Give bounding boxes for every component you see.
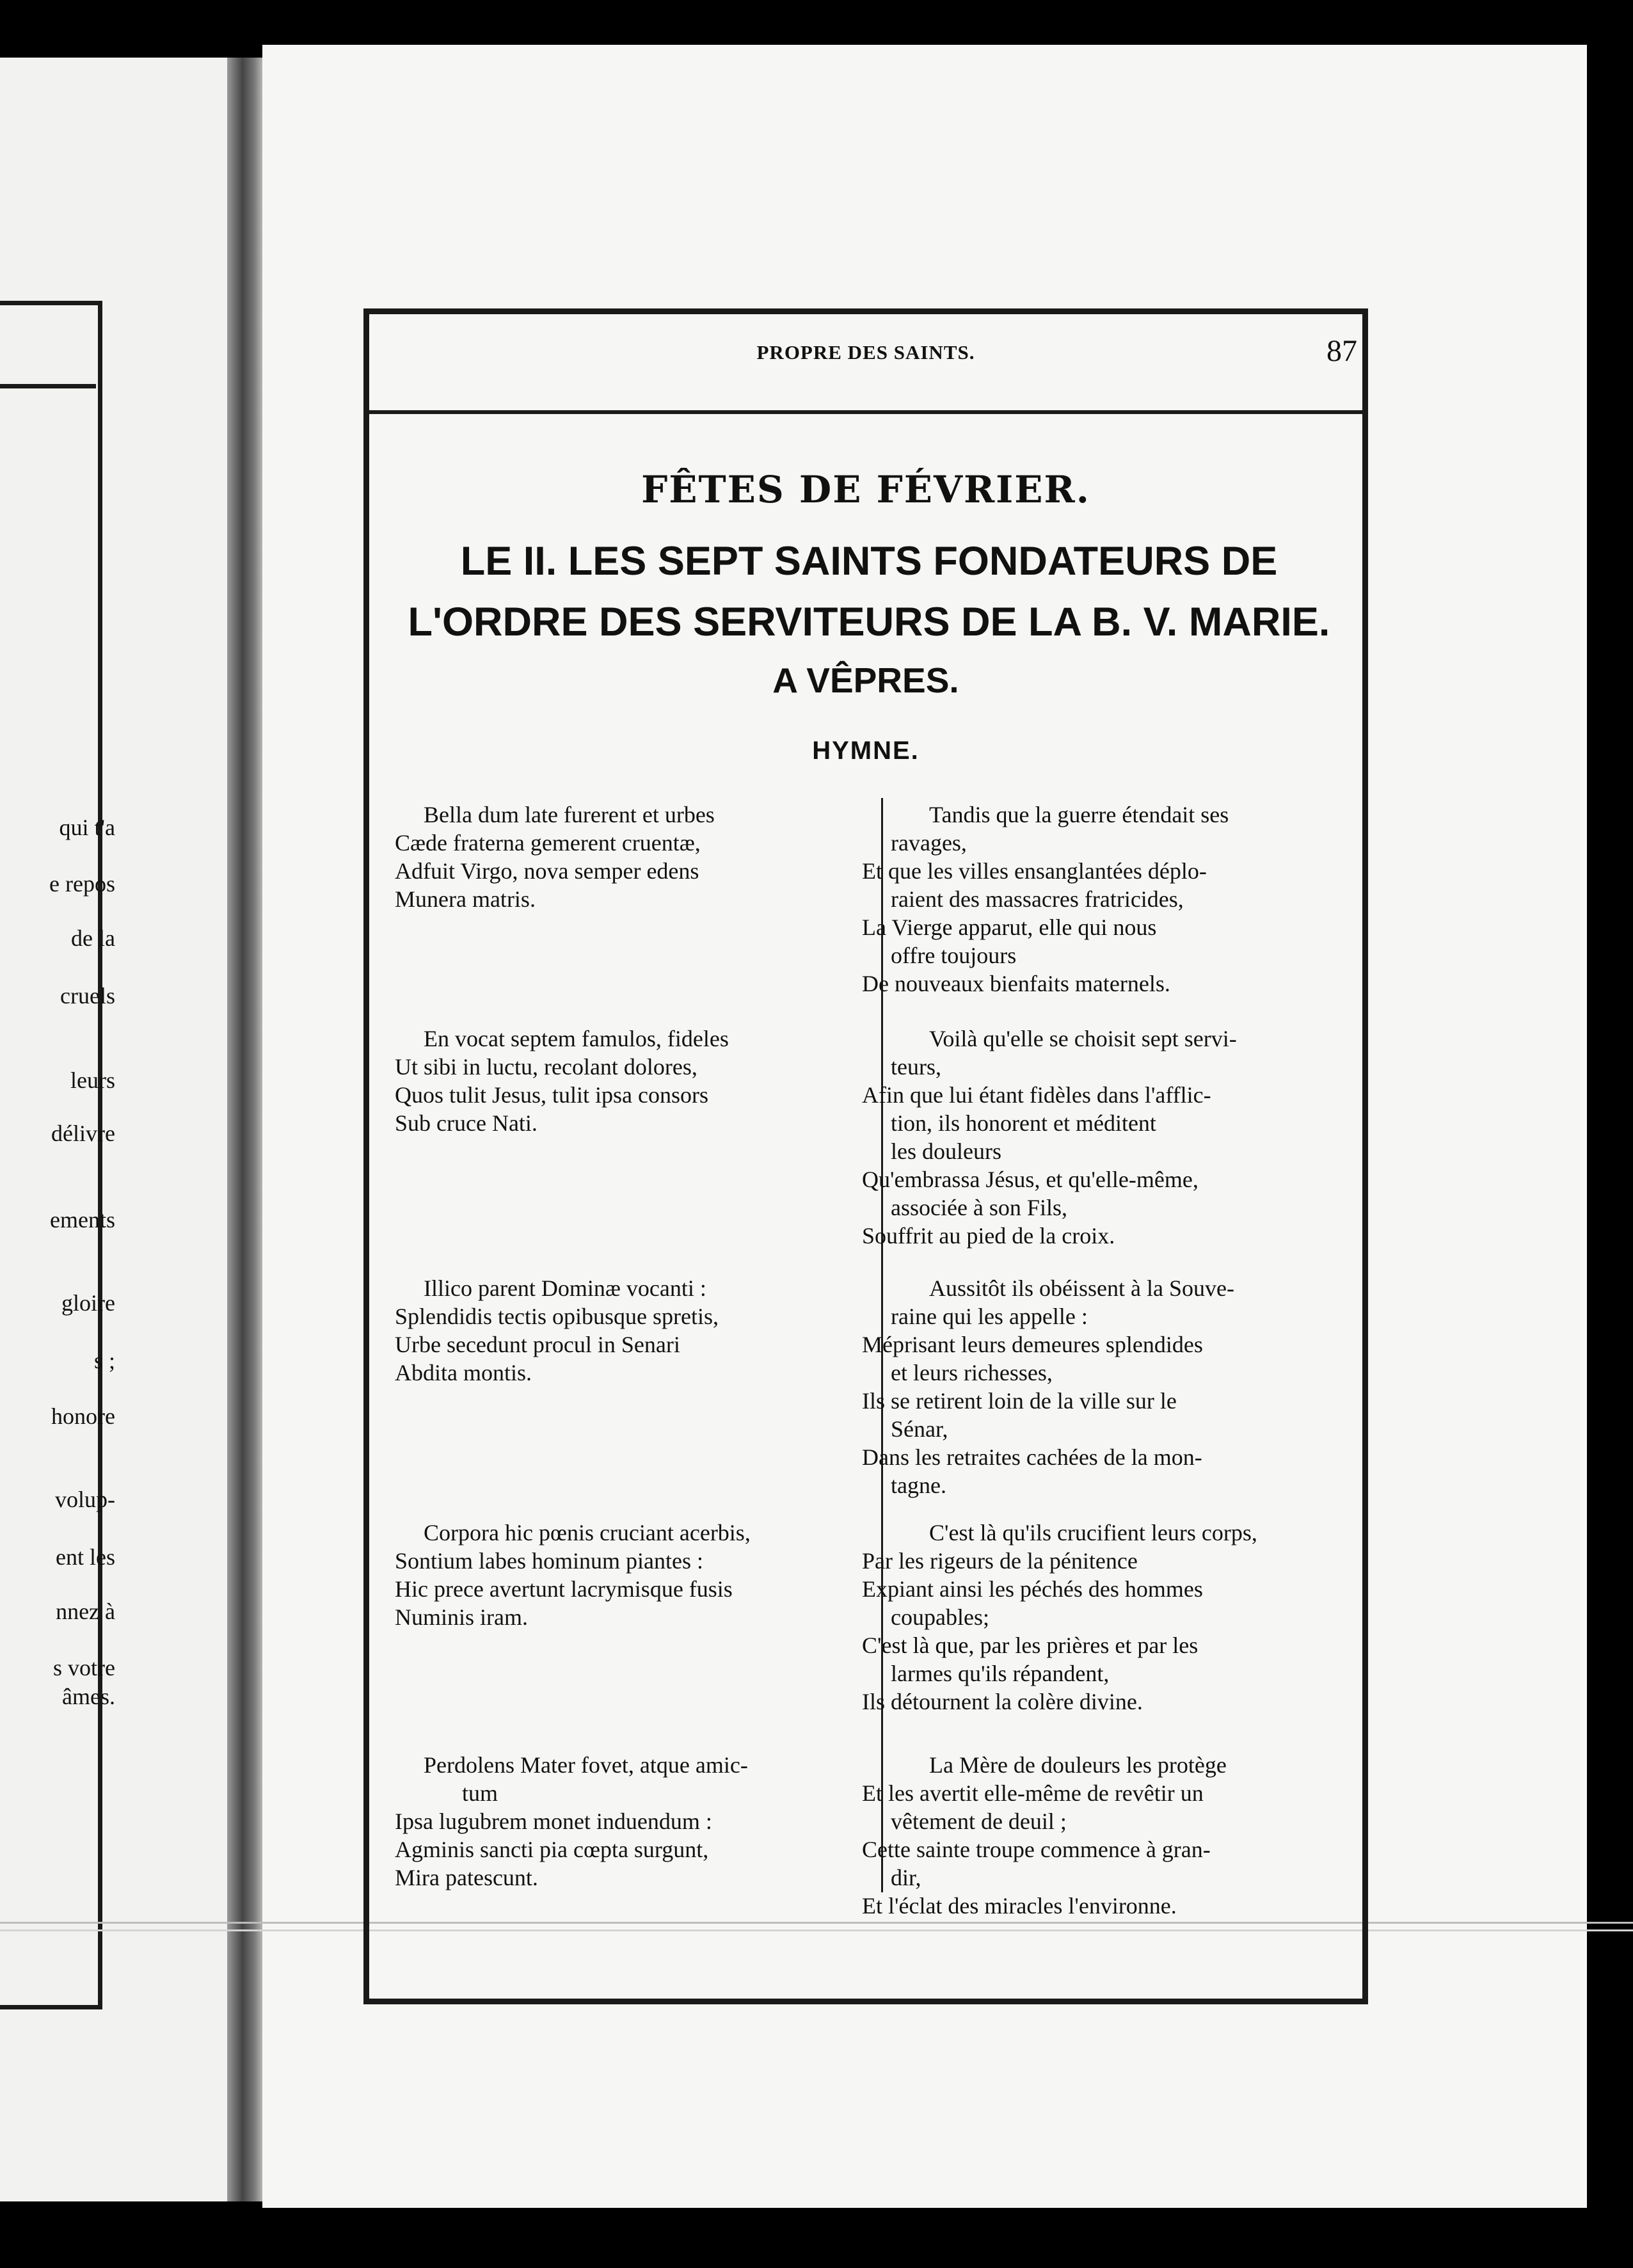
verse-line: raient des massacres fratricides, [891,886,1184,912]
left-fragment: s votre [53,1655,115,1681]
verse-line: Adfuit Virgo, nova semper edens [395,858,699,884]
verse-line: Expiant ainsi les péchés des hommes [862,1576,1203,1602]
verse-line: Hic prece avertunt lacrymisque fusis [395,1576,733,1602]
verse-line: Voilà qu'elle se choisit sept servi- [929,1026,1237,1051]
verse-line: Et l'éclat des miracles l'environne. [862,1893,1177,1919]
verse-line: Afin que lui étant fidèles dans l'afflic- [862,1082,1211,1108]
verse-line: Splendidis tectis opibusque spretis, [395,1304,719,1329]
verse-line: Abdita montis. [395,1360,532,1386]
feast-title-line-2: L'ORDRE DES SERVITEURS DE LA B. V. MARIE. [408,600,1330,644]
latin-stanza-4 [395,1519,868,1631]
verse-line: Dans les retraites cachées de la mon- [862,1444,1202,1470]
verse-line: Sontium labes hominum piantes : [395,1548,703,1574]
verse-line: Qu'embrassa Jésus, et qu'elle-même, [862,1167,1199,1192]
left-page-rule [0,384,96,388]
verse-line: Corpora hic pœnis cruciant acerbis, [424,1520,751,1545]
verse-line: et leurs richesses, [891,1360,1053,1386]
verse-line: La Mère de douleurs les protège [929,1752,1227,1778]
verse-line: Quos tulit Jesus, tulit ipsa consors [395,1082,709,1108]
verse-line: Mira patescunt. [395,1865,538,1890]
feast-title-line-1: LE II. LES SEPT SAINTS FONDATEURS DE [460,539,1278,584]
verse-line: dir, [891,1865,921,1890]
verse-line: C'est là qu'ils crucifient leurs corps, [929,1520,1257,1545]
french-stanza-2 [862,1025,1355,1250]
verse-line: Aussitôt ils obéissent à la Souve- [929,1275,1234,1301]
verse-line: Et que les villes ensanglantées déplo- [862,858,1207,884]
french-stanza-3 [862,1274,1355,1499]
left-fragment: cruels [60,983,115,1009]
verse-line: Ils détournent la colère divine. [862,1689,1143,1714]
verse-line: En vocat septem famulos, fideles [424,1026,729,1051]
verse-line: Cæde fraterna gemerent cruentæ, [395,830,701,856]
verse-line: Tandis que la guerre étendait ses [929,802,1229,827]
running-head: PROPRE DES SAINTS. [756,341,975,363]
verse-line: Bella dum late furerent et urbes [424,802,715,827]
verse-line: Agminis sancti pia cœpta surgunt, [395,1837,709,1862]
french-stanza-1 [862,801,1355,998]
verse-line: Ils se retirent loin de la ville sur le [862,1388,1177,1414]
book-gutter [227,58,266,2201]
verse-line: Et les avertit elle-même de revêtir un [862,1780,1204,1806]
left-fragment: volup- [55,1487,115,1512]
hymn-label: HYMNE. [812,737,920,765]
verse-line: Illico parent Dominæ vocanti : [424,1275,706,1301]
verse-line: Perdolens Mater fovet, atque amic- [424,1752,748,1778]
verse-line: tion, ils honorent et méditent [891,1110,1156,1136]
verse-line: vêtement de deuil ; [891,1809,1067,1834]
verse-line: De nouveaux bienfaits maternels. [862,971,1170,996]
left-fragment: ent les [56,1544,115,1570]
left-page-frame [0,301,102,2009]
verse-line: teurs, [891,1054,941,1080]
verse-line: les douleurs [891,1138,1001,1164]
verse-line: Urbe secedunt procul in Senari [395,1332,680,1357]
verse-line: tum [462,1780,498,1806]
french-stanza-4 [862,1519,1355,1716]
latin-stanza-2 [395,1025,868,1137]
left-fragment: qui t'a [59,815,115,840]
verse-line: ravages, [891,830,967,856]
left-fragment: s ; [93,1348,115,1373]
verse-line: Sénar, [891,1416,948,1442]
verse-line: C'est là que, par les prières et par les [862,1633,1199,1658]
verse-line: La Vierge apparut, elle qui nous [862,914,1157,940]
hour-title: A VÊPRES. [772,660,959,700]
left-fragment: leurs [70,1067,115,1093]
verse-line: Sub cruce Nati. [395,1110,538,1136]
verse-line: tagne. [891,1473,946,1498]
verse-line: Numinis iram. [395,1604,528,1630]
left-fragment: âmes. [62,1684,115,1709]
left-fragment: gloire [61,1290,115,1316]
left-fragment: de la [71,925,115,951]
verse-line: larmes qu'ils répandent, [891,1661,1110,1686]
latin-stanza-1 [395,801,868,913]
verse-line: coupables; [891,1604,989,1630]
verse-line: offre toujours [891,943,1017,968]
verse-line: Par les rigeurs de la pénitence [862,1548,1138,1574]
verse-line: Souffrit au pied de la croix. [862,1223,1115,1249]
left-fragment: ements [50,1207,115,1233]
verse-line: Ut sibi in luctu, recolant dolores, [395,1054,697,1080]
latin-stanza-3 [395,1274,868,1387]
verse-line: Cette sainte troupe commence à gran- [862,1837,1211,1862]
french-stanza-5 [862,1751,1355,1920]
verse-line: Méprisant leurs demeures splendides [862,1332,1203,1357]
header-rule [369,410,1362,414]
latin-stanza-5 [395,1751,868,1892]
left-fragment: délivre [51,1121,115,1146]
verse-line: raine qui les appelle : [891,1304,1088,1329]
verse-line: associée à son Fils, [891,1195,1067,1220]
page-frame [363,308,1368,2004]
left-fragment: honore [51,1403,115,1429]
verse-line: Munera matris. [395,886,536,912]
left-fragment: e repos [49,871,115,897]
page-number: 87 [1326,334,1357,368]
verse-line: Ipsa lugubrem monet induendum : [395,1809,712,1834]
section-title: FÊTES DE FÉVRIER. [641,468,1090,511]
left-fragment: nnez à [56,1599,115,1624]
